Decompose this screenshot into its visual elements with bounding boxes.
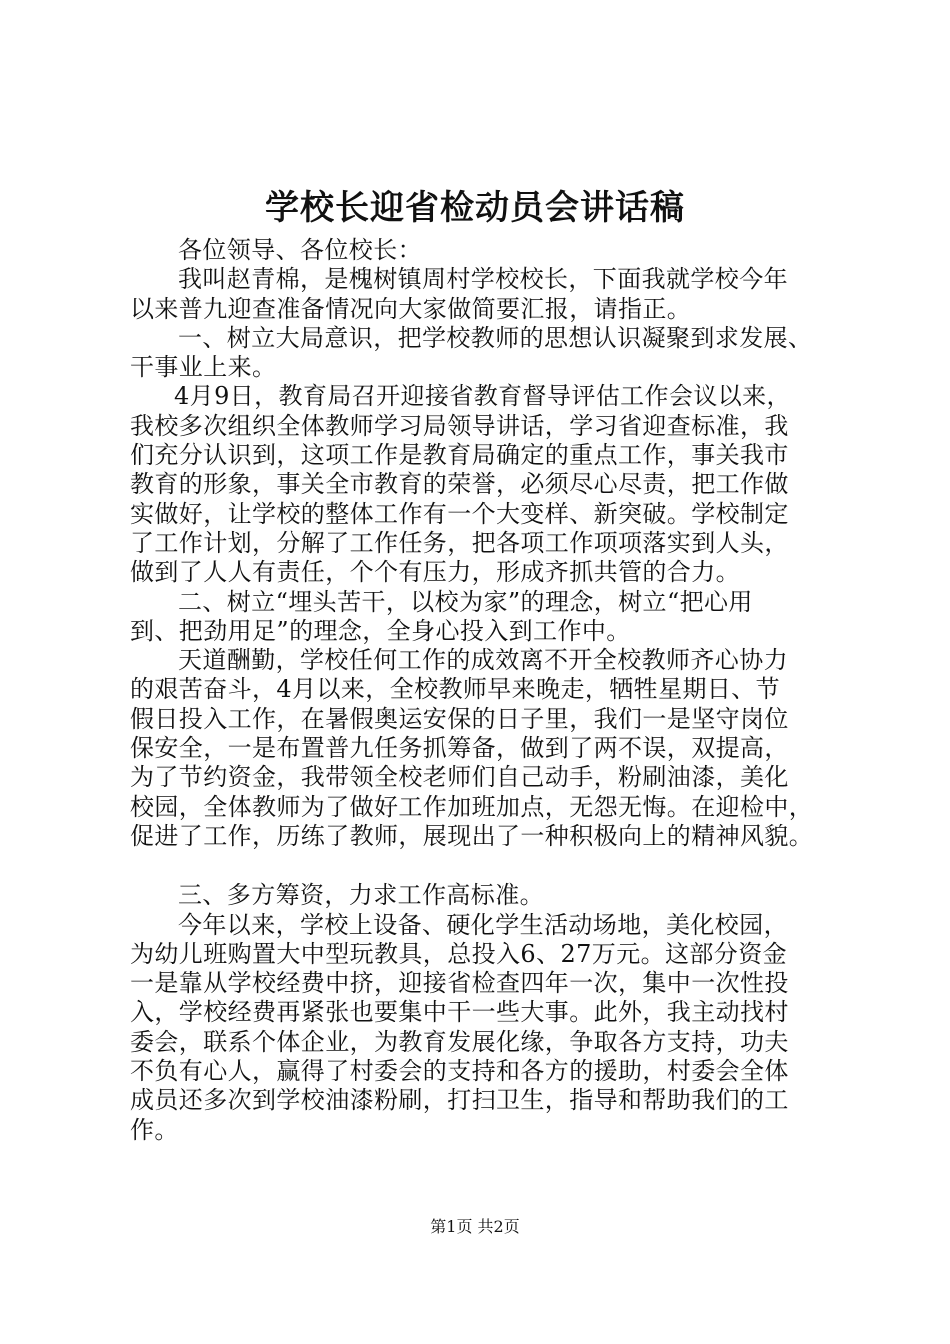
section-heading-line: 干事业上来。 <box>130 353 277 382</box>
document-body <box>130 236 850 1145</box>
paragraph-line: 我叫赵青棉，是槐树镇周村学校校长，下面我就学校今年 <box>178 265 788 294</box>
section-heading-line: 一、树立大局意识，把学校教师的思想认识凝聚到求发展、 <box>178 323 813 352</box>
paragraph-line: 了工作计划，分解了工作任务，把各项工作项项落实到人头， <box>130 528 789 557</box>
paragraph-line: 保安全，一是布置普九任务抓筹备，做到了两不误，双提高， <box>130 734 789 763</box>
page-number-footer: 第1页 共2页 <box>430 1217 520 1236</box>
paragraph-line: 实做好，让学校的整体工作有一个大变样、新突破。学校制定 <box>130 499 789 528</box>
paragraph-line: 我校多次组织全体教师学习局领导讲话，学习省迎查标准，我 <box>130 411 789 440</box>
paragraph-line: 成员还多次到学校油漆粉刷，打扫卫生，指导和帮助我们的工 <box>130 1086 789 1115</box>
salutation-line: 各位领导、各位校长： <box>178 236 422 264</box>
paragraph-line: 的艰苦奋斗，4月以来，全校教师早来晚走，牺牲星期日、节 <box>130 675 781 704</box>
paragraph-line: 们充分认识到，这项工作是教育局确定的重点工作，事关我市 <box>130 441 789 470</box>
paragraph-line: 促进了工作，历练了教师，展现出了一种积极向上的精神风貌。 <box>130 821 814 850</box>
paragraph-line: 教育的形象，事关全市教育的荣誉，必须尽心尽责，把工作做 <box>130 470 789 499</box>
paragraph-line: 校园，全体教师为了做好工作加班加点，无怨无悔。在迎检中， <box>130 792 814 821</box>
paragraph-line: 委会，联系个体企业，为教育发展化缘，争取各方支持，功夫 <box>130 1027 789 1056</box>
paragraph-line: 作。 <box>130 1115 179 1144</box>
paragraph-line: 4月9日，教育局召开迎接省教育督导评估工作会议以来， <box>174 382 791 411</box>
paragraph-line: 做到了人人有责任，个个有压力，形成齐抓共管的合力。 <box>130 558 740 587</box>
section-heading-line: 三、多方筹资，力求工作高标准。 <box>178 881 544 910</box>
section-heading-line: 二、树立“埋头苦干，以校为家”的理念，树立“把心用 <box>178 587 753 616</box>
paragraph-line: 不负有心人，赢得了村委会的支持和各方的援助，村委会全体 <box>130 1057 789 1086</box>
paragraph-line: 以来普九迎查准备情况向大家做简要汇报，请指正。 <box>130 294 692 323</box>
paragraph-line: 天道酬勤，学校任何工作的成效离不开全校教师齐心协力 <box>178 646 788 675</box>
blank-line <box>130 851 850 881</box>
document-title: 学校长迎省检动员会讲话稿 <box>265 188 685 228</box>
paragraph-line: 今年以来，学校上设备、硬化学生活动场地，美化校园， <box>178 910 788 939</box>
paragraph-line: 假日投入工作，在暑假奥运安保的日子里，我们一是坚守岗位 <box>130 704 789 733</box>
paragraph-line: 一是靠从学校经费中挤，迎接省检查四年一次，集中一次性投 <box>130 969 789 998</box>
paragraph-line: 为了节约资金，我带领全校老师们自己动手，粉刷油漆，美化 <box>130 763 789 792</box>
section-heading-line: 到、把劲用足”的理念，全身心投入到工作中。 <box>130 616 631 645</box>
paragraph-line: 入，学校经费再紧张也要集中干一些大事。此外，我主动找村 <box>130 998 789 1027</box>
paragraph-line: 为幼儿班购置大中型玩教具，总投入6、27万元。这部分资金 <box>130 939 788 968</box>
